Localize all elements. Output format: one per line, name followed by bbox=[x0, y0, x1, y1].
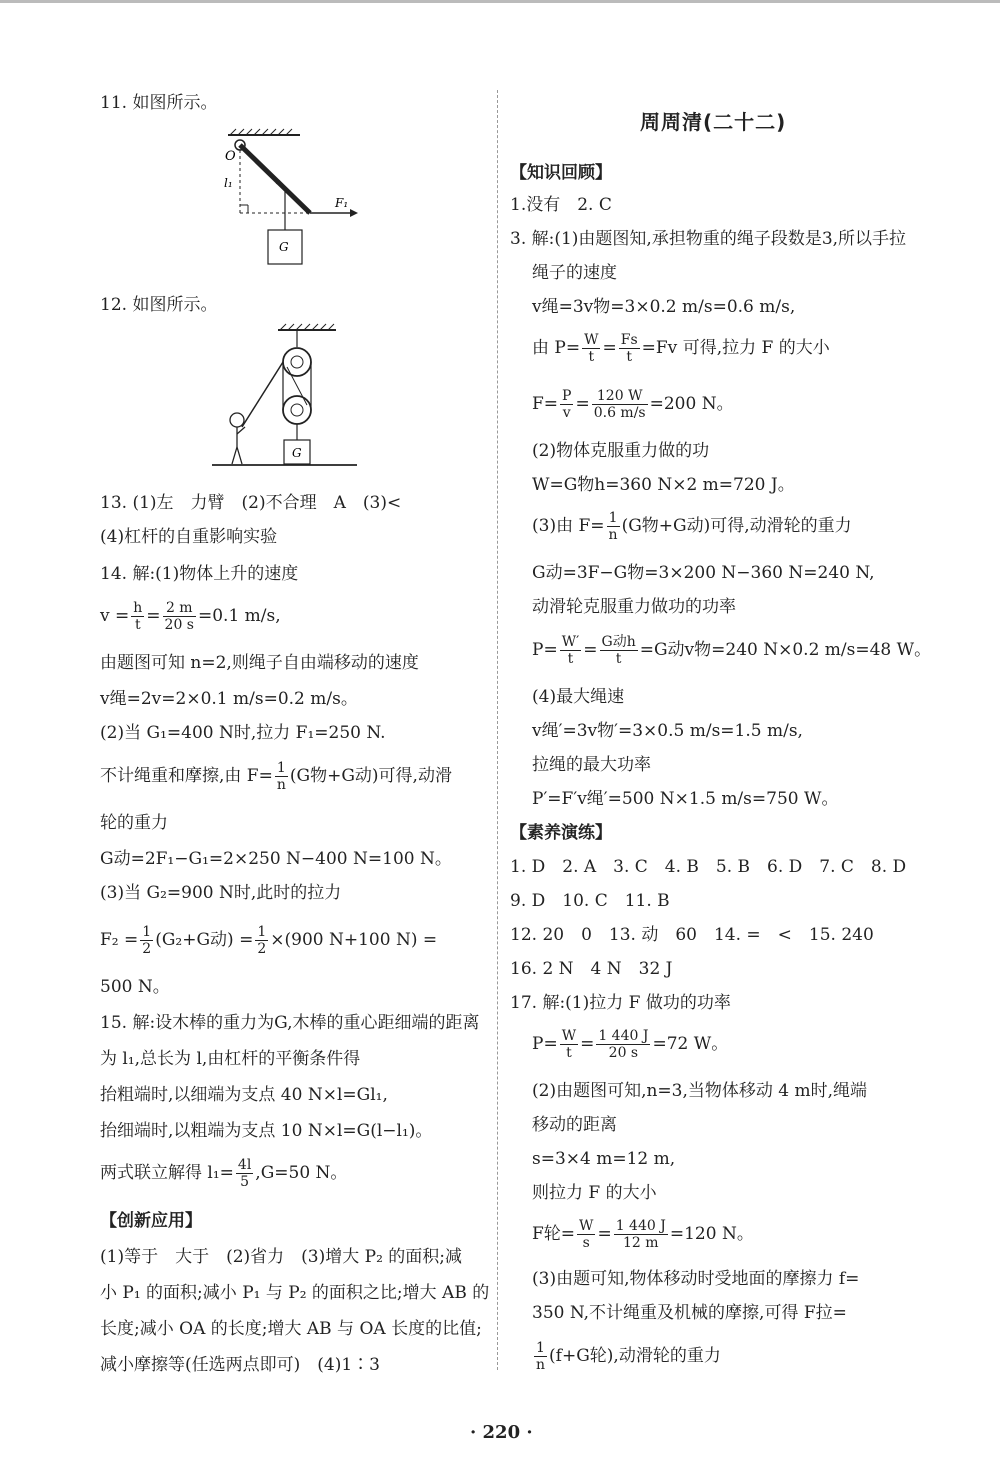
top-border bbox=[0, 0, 1000, 3]
q15-line0: 15. 解:设木棒的重力为G,木棒的重心距细端的距离 bbox=[100, 1013, 480, 1033]
label-F1: F₁ bbox=[335, 196, 349, 210]
q14-line10: 500 N。 bbox=[100, 977, 170, 997]
section-review: 【知识回顾】 bbox=[510, 163, 612, 183]
q14-line2: 由题图可知 n=2,则绳子自由端移动的速度 bbox=[100, 653, 419, 673]
p-line14: $\frac{1}{n}$ (f+G轮),动滑轮的重力 bbox=[536, 1340, 721, 1373]
r-line1: 1.没有 2. C bbox=[510, 195, 612, 215]
r3-line8: G动=3F−G物=3×200 N−360 N=240 N, bbox=[532, 563, 875, 583]
r3-line14: P′=F′v绳′=500 N×1.5 m/s=750 W。 bbox=[532, 789, 839, 809]
p-line3: 12. 20 0 13. 动 60 14. = < 15. 240 bbox=[510, 925, 874, 945]
pulley-diagram bbox=[212, 322, 362, 472]
r3-line7: (3)由 F= $\frac{1}{n}$ (G物+G动)可得,动滑轮的重力 bbox=[532, 510, 852, 543]
r3-line1: 绳子的速度 bbox=[532, 263, 617, 283]
q14-line1: v = $\frac{h}{t}$ = $\frac{2 m}{20 s}$ =0.1 m/s, bbox=[100, 600, 281, 633]
r3-line0: 3. 解:(1)由题图知,承担物重的绳子段数是3,所以手拉 bbox=[510, 229, 907, 249]
q14-line5: 不计绳重和摩擦,由 F= $\frac{1}{n}$ (G物+G动)可得,动滑 bbox=[100, 760, 452, 793]
p-line1: 1. D 2. A 3. C 4. B 5. B 6. D 7. C 8. D bbox=[510, 857, 907, 877]
p-line13: 350 N,不计绳重及机械的摩擦,可得 F拉= bbox=[532, 1303, 847, 1323]
q15-line1: 为 l₁,总长为 l,由杠杆的平衡条件得 bbox=[100, 1049, 361, 1069]
q12-label: 12. 如图所示。 bbox=[100, 295, 218, 315]
q14-line8: (3)当 G₂=900 N时,此时的拉力 bbox=[100, 883, 342, 903]
section-innovation: 【创新应用】 bbox=[100, 1211, 202, 1231]
q14-line6: 轮的重力 bbox=[100, 813, 168, 833]
section-practice: 【素养演练】 bbox=[510, 823, 612, 843]
p-line8: 移动的距离 bbox=[532, 1115, 617, 1135]
r3-line11: (4)最大绳速 bbox=[532, 687, 625, 707]
r3-line10: P= $\frac{W'}{t}$ = $\frac{\text{G动h}}{t}$ =G动v物=240 N×0.2 m/s=48 W。 bbox=[532, 634, 932, 667]
q11-label: 11. 如图所示。 bbox=[100, 93, 218, 113]
q15-line4: 两式联立解得 l₁= $\frac{4l}{5}$ ,G=50 N。 bbox=[100, 1157, 348, 1190]
r3-line6: W=G物h=360 N×2 m=720 J。 bbox=[532, 475, 795, 495]
q14-line9: F₂ = $\frac{1}{2}$ (G₂+G动) = $\frac{1}{2}$ ×(900 N+100 N) = bbox=[100, 924, 438, 957]
page-number: · 220 · bbox=[470, 1422, 533, 1443]
p-line6: P= $\frac{W}{t}$ = $\frac{1 440 J}{20 s}$ =72 W。 bbox=[532, 1028, 729, 1061]
lever-diagram bbox=[210, 125, 480, 270]
q15-line3: 抬细端时,以粗端为支点 10 N×l=G(l−l₁)。 bbox=[100, 1121, 433, 1141]
q14-line3: v绳=2v=2×0.1 m/s=0.2 m/s。 bbox=[100, 689, 358, 709]
p-line5: 17. 解:(1)拉力 F 做功的功率 bbox=[510, 993, 731, 1013]
label-O: O bbox=[225, 149, 236, 164]
label-G: G bbox=[279, 240, 289, 254]
r3-line12: v绳′=3v物′=3×0.5 m/s=1.5 m/s, bbox=[532, 721, 803, 741]
r3-line4: F= $\frac{P}{v}$ = $\frac{120 W}{0.6 m/s}$ =200 N。 bbox=[532, 388, 734, 421]
column-divider bbox=[497, 90, 498, 1370]
section-title: 周周清(二十二) bbox=[640, 110, 787, 134]
innov-line2: 小 P₁ 的面积;减小 P₁ 与 P₂ 的面积之比;增大 AB 的 bbox=[100, 1283, 490, 1303]
q14-line0: 14. 解:(1)物体上升的速度 bbox=[100, 564, 299, 584]
r3-line13: 拉绳的最大功率 bbox=[532, 755, 651, 775]
q14-line7: G动=2F₁−G₁=2×250 N−400 N=100 N。 bbox=[100, 849, 452, 869]
p-line12: (3)由题可知,物体移动时受地面的摩擦力 f= bbox=[532, 1269, 860, 1289]
r3-line3: 由 P= $\frac{W}{t}$ = $\frac{Fs}{t}$ =Fv 可得,拉力 F 的大小 bbox=[532, 332, 830, 365]
p-line9: s=3×4 m=12 m, bbox=[532, 1149, 676, 1169]
p-line2: 9. D 10. C 11. B bbox=[510, 891, 670, 911]
p-line4: 16. 2 N 4 N 32 J bbox=[510, 959, 673, 979]
innov-line4: 减小摩擦等(任选两点即可) (4)1∶3 bbox=[100, 1355, 380, 1375]
p-line7: (2)由题图可知,n=3,当物体移动 4 m时,绳端 bbox=[532, 1081, 868, 1101]
innov-line3: 长度;减小 OA 的长度;增大 AB 与 OA 长度的比值; bbox=[100, 1319, 482, 1339]
q13-line1: 13. (1)左 力臂 (2)不合理 A (3)< bbox=[100, 493, 402, 513]
r3-line2: v绳=3v物=3×0.2 m/s=0.6 m/s, bbox=[532, 297, 796, 317]
q13-line2: (4)杠杆的自重影响实验 bbox=[100, 527, 278, 547]
p-line11: F轮= $\frac{W}{s}$ = $\frac{1 440 J}{12 m}$ =120 N。 bbox=[532, 1218, 754, 1251]
r3-line5: (2)物体克服重力做的功 bbox=[532, 441, 710, 461]
label-G-pulley: G bbox=[292, 446, 302, 460]
q14-line4: (2)当 G₁=400 N时,拉力 F₁=250 N. bbox=[100, 723, 386, 743]
r3-line9: 动滑轮克服重力做功的功率 bbox=[532, 597, 736, 617]
q15-line2: 抬粗端时,以细端为支点 40 N×l=Gl₁, bbox=[100, 1085, 388, 1105]
p-line10: 则拉力 F 的大小 bbox=[532, 1183, 657, 1203]
innov-line1: (1)等于 大于 (2)省力 (3)增大 P₂ 的面积;减 bbox=[100, 1247, 463, 1267]
label-l1: l₁ bbox=[224, 176, 233, 190]
